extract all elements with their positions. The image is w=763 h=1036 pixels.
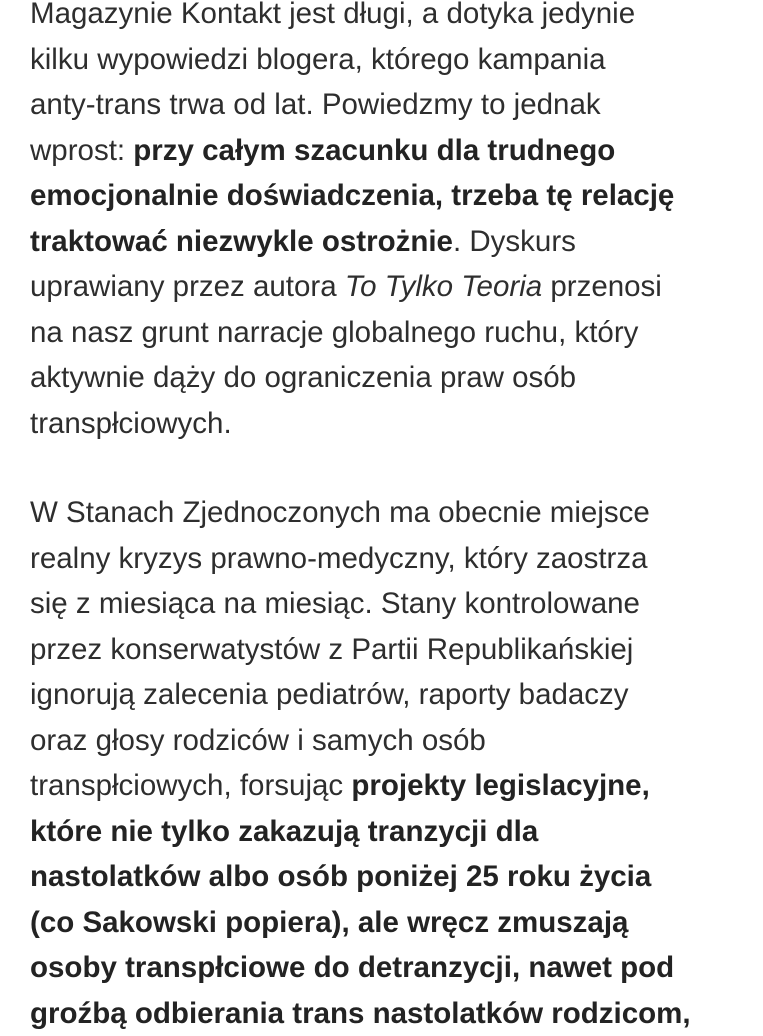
text-line xyxy=(30,173,755,219)
text-line xyxy=(30,854,755,900)
body-text: . Dyskurs xyxy=(453,225,576,258)
text-line xyxy=(30,128,755,174)
text-line xyxy=(30,264,755,310)
text-line xyxy=(30,355,755,401)
body-text: realny kryzys prawno-medyczny, który zaostrza xyxy=(30,542,648,575)
article-body xyxy=(30,0,755,1036)
emphasized-text: przy całym szacunku dla trudnego xyxy=(133,134,615,167)
body-text: ignorują zalecenia pediatrów, raporty badaczy xyxy=(30,678,629,711)
text-line xyxy=(30,0,755,37)
body-text: się z miesiąca na miesiąc. Stany kontrolowane xyxy=(30,587,640,620)
emphasized-text: groźbą odbierania trans nastolatków rodzicom, xyxy=(30,997,691,1030)
article-paragraph xyxy=(30,490,755,1036)
emphasized-text: nastolatków albo osób poniżej 25 roku życia xyxy=(30,860,651,893)
body-text: transpłciowych, forsując xyxy=(30,769,351,802)
text-line xyxy=(30,627,755,673)
body-text: transpłciowych. xyxy=(30,407,232,440)
text-line xyxy=(30,945,755,991)
italic-title-text: To Tylko Teoria xyxy=(345,270,542,303)
text-line xyxy=(30,536,755,582)
text-line xyxy=(30,490,755,536)
body-text: anty-trans trwa od lat. Powiedzmy to jednak xyxy=(30,88,601,121)
text-line xyxy=(30,310,755,356)
body-text: na nasz grunt narracje globalnego ruchu, który xyxy=(30,316,638,349)
text-line xyxy=(30,763,755,809)
text-line xyxy=(30,82,755,128)
text-line xyxy=(30,581,755,627)
body-text: przenosi xyxy=(542,270,662,303)
emphasized-text: które nie tylko zakazują tranzycji dla xyxy=(30,815,538,848)
body-text: przez konserwatystów z Partii Republikańskiej xyxy=(30,633,633,666)
body-text: W Stanach Zjednoczonych ma obecnie miejsce xyxy=(30,496,650,529)
article-paragraph xyxy=(30,0,755,446)
body-text: wprost: xyxy=(30,134,133,167)
emphasized-text: projekty legislacyjne, xyxy=(351,769,649,802)
text-line xyxy=(30,718,755,764)
text-line xyxy=(30,672,755,718)
body-text: aktywnie dąży do ograniczenia praw osób xyxy=(30,361,576,394)
text-line xyxy=(30,991,755,1036)
emphasized-text: emocjonalnie doświadczenia, trzeba tę relację xyxy=(30,179,674,212)
body-text: uprawiany przez autora xyxy=(30,270,345,303)
body-text: Magazynie Kontakt jest długi, a dotyka jedynie xyxy=(30,0,635,30)
emphasized-text: (co Sakowski popiera), ale wręcz zmuszają xyxy=(30,906,628,939)
emphasized-text: traktować niezwykle ostrożnie xyxy=(30,225,453,258)
text-line xyxy=(30,37,755,83)
emphasized-text: osoby transpłciowe do detranzycji, nawet pod xyxy=(30,951,674,984)
text-line xyxy=(30,219,755,265)
body-text: kilku wypowiedzi blogera, którego kampania xyxy=(30,43,606,76)
text-line xyxy=(30,809,755,855)
body-text: oraz głosy rodziców i samych osób xyxy=(30,724,486,757)
text-line xyxy=(30,900,755,946)
text-line xyxy=(30,401,755,447)
